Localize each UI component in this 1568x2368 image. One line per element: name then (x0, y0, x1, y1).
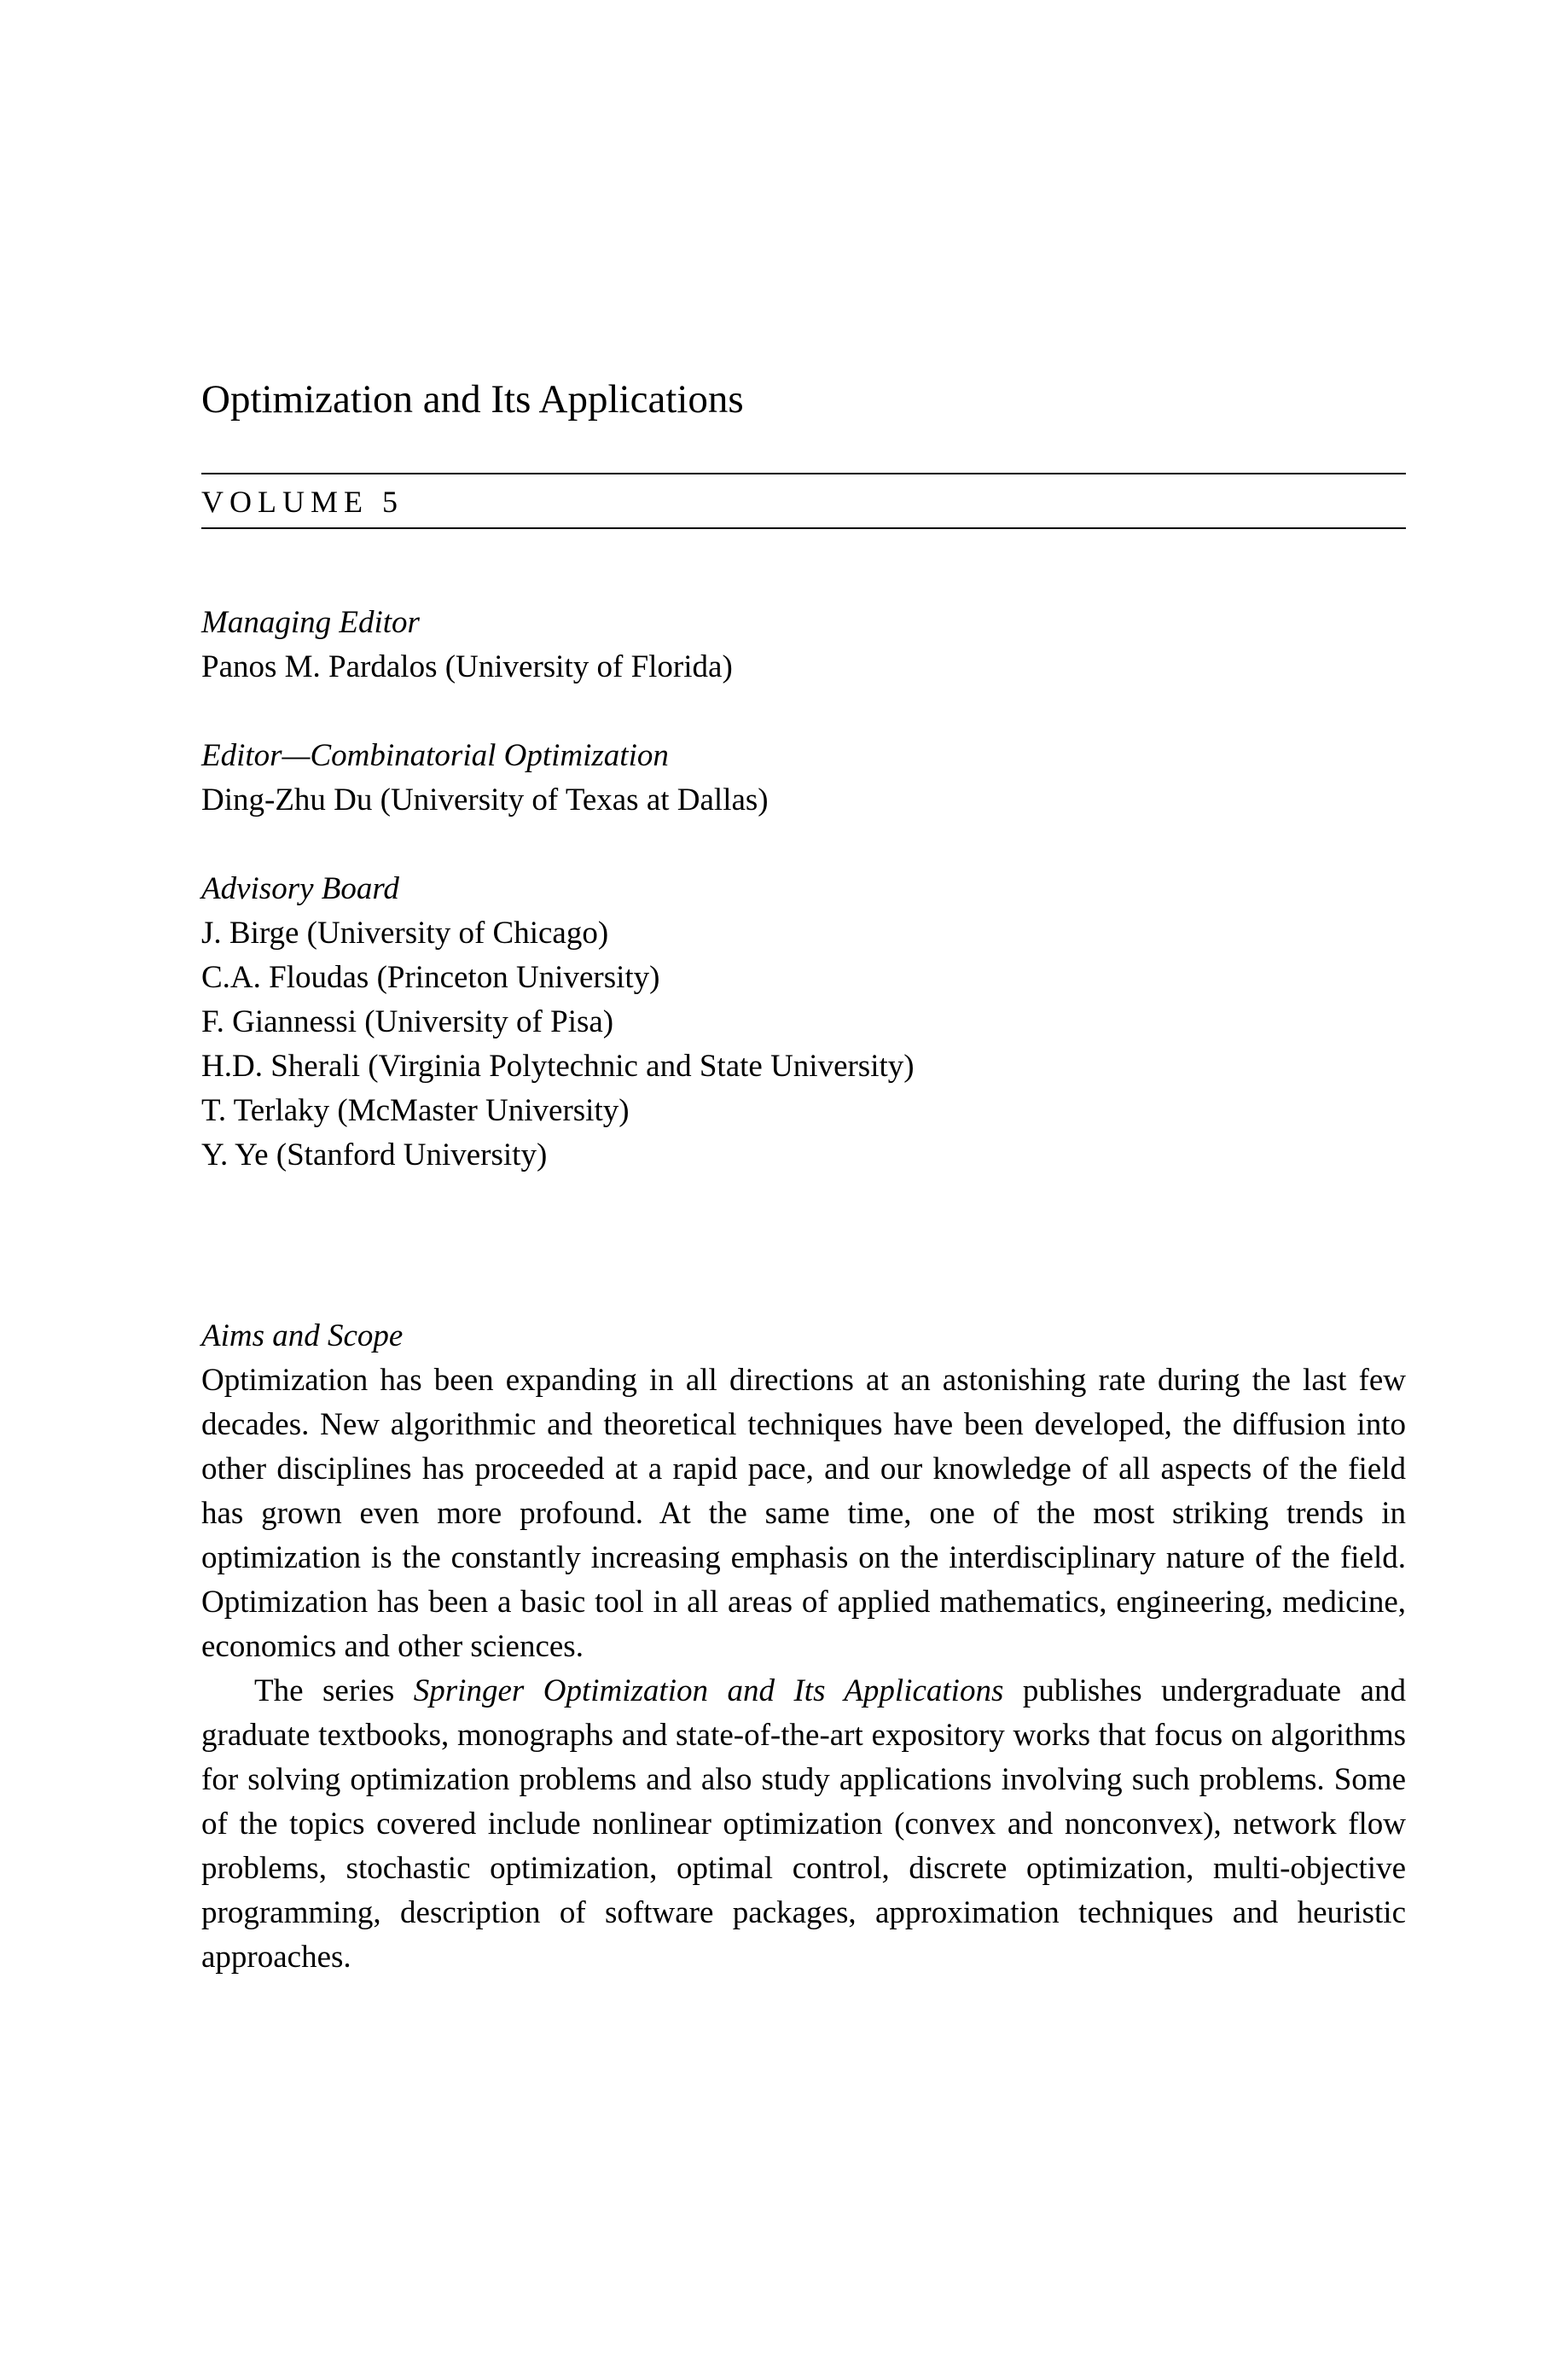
combinatorial-editor-block (201, 734, 1406, 823)
managing-editor-heading: Managing Editor (201, 605, 420, 640)
advisory-member: C.A. Floudas (Princeton University) (201, 960, 660, 995)
managing-editor-name: Panos M. Pardalos (University of Florida) (201, 649, 733, 684)
volume-label: VOLUME 5 (201, 485, 404, 519)
aims-paragraph-2 (201, 1669, 1406, 1980)
advisory-member: Y. Ye (Stanford University) (201, 1137, 548, 1172)
advisory-member: F. Giannessi (University of Pisa) (201, 1004, 614, 1039)
combinatorial-editor-heading: Editor—Combinatorial Optimization (201, 738, 669, 773)
aims-paragraph-2-suffix: publishes undergraduate and graduate textbooks, monographs and state-of-the-art expository works that focus on algorithms for solving optimization problems and also study applications involving such problems. Some of the topics covered include nonlinear optimization (convex and nonconvex), network flow problems, stochastic optimization, optimal control, discrete optimization, multi-objective programming, description of software packages, approximation techniques and heuristic approaches. (201, 1673, 1406, 1975)
series-title: Optimization and Its Applications (201, 377, 744, 422)
advisory-board-block (201, 867, 1406, 1178)
advisory-member: H.D. Sherali (Virginia Polytechnic and State University) (201, 1049, 915, 1084)
aims-paragraph-2-prefix: The series (254, 1673, 414, 1708)
volume-band (201, 473, 1406, 529)
advisory-member: J. Birge (University of Chicago) (201, 916, 609, 951)
aims-and-scope-section (201, 1314, 1406, 1980)
advisory-member: T. Terlaky (McMaster University) (201, 1093, 630, 1128)
combinatorial-editor-name: Ding-Zhu Du (University of Texas at Dallas) (201, 783, 769, 817)
aims-paragraph-1: Optimization has been expanding in all directions at an astonishing rate during the last few decades. New algorithmic and theoretical techniques have been developed, the diffusion into other disciplines has proceeded at a rapid pace, and our knowledge of all aspects of the field has grown even more profound. At the same time, one of the most striking trends in optimization is the constantly increasing emphasis on the interdisciplinary nature of the field. Optimization has been a basic tool in all areas of applied mathematics, engineering, medicine, economics and other sciences. (201, 1363, 1406, 1664)
aims-and-scope-heading: Aims and Scope (201, 1318, 404, 1353)
advisory-board-heading: Advisory Board (201, 871, 399, 906)
aims-paragraph-2-series-name: Springer Optimization and Its Applications (413, 1673, 1004, 1708)
managing-editor-block (201, 601, 1406, 689)
